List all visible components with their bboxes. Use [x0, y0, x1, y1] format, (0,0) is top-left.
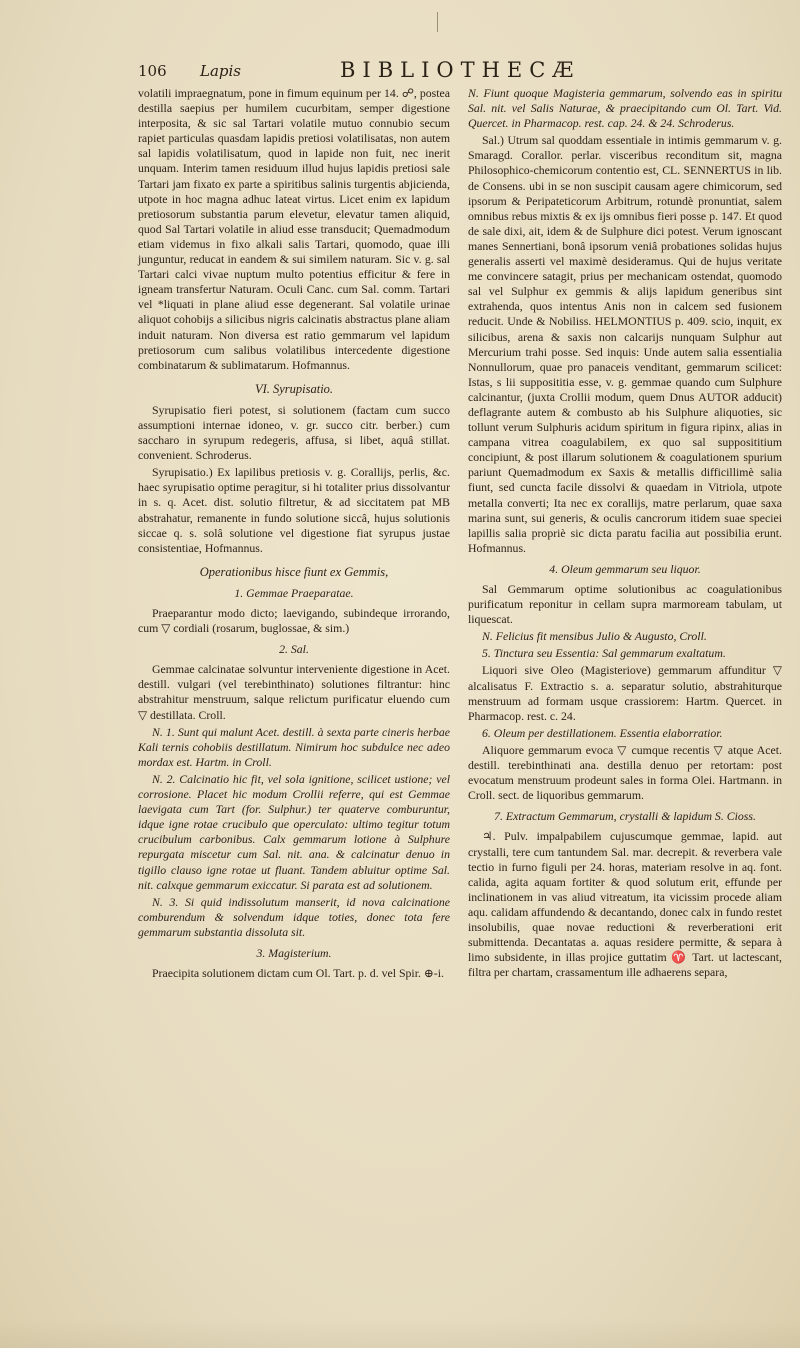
section-heading: VI. Syrupisatio.	[254, 381, 334, 396]
left-column	[138, 86, 450, 983]
note-paragraph: N. Felicius fit mensibus Julio & Augusto, Croll.	[482, 629, 707, 644]
paragraph: Praecipita solutionem dictam cum Ol. Tart. p. d. vel Spir. ⊕-i.	[152, 966, 444, 981]
subsection-heading: 1. Gemmae Praeparatae.	[234, 585, 354, 600]
paragraph: Aliquore gemmarum evoca ▽ cumque recentis ▽ atque Acet. destill. terebinthinati ana. destilla denuo per retortam: post evocatum menstruum prodeunt sales in forma Olei. Hartmann. in Croll. sect. de liquoribus gemmarum.	[468, 742, 782, 803]
paragraph: Sal Gemmarum optime solutionibus ac coagulationibus purificatum reponitur in cellam supra marmoream tabulam, ut liquescat.	[468, 582, 782, 627]
page-header	[138, 58, 780, 86]
subsection-heading: 2. Sal.	[279, 642, 309, 657]
note-paragraph: N. Fiunt quoque Magisteria gemmarum, solvendo eas in spiritu Sal. nit. vel Salis Naturae, & praecipitando cum Ol. Tart. Vid. Quercet. in Pharmacop. rest. cap. 24. & 24. Schroderus.	[468, 86, 782, 131]
note-paragraph: N. 2. Calcinatio hic fit, vel sola ignitione, scilicet ustione; vel corrosione. Placet hic modum Crollii referre, qui est Gemmae laevigata cum Tart (for. Sulphur.) ter quaterve comburuntur, idque igne rotae crucibulo que operculato: ultimo tegitur totum crucibulum carbonibus. Calx gemmarum lotione à Sulphure repurgata miscetur cum Sal. nit. ana. & calcinatur denuo in tigillo clauso igne rotae ut fluant. Tandem abluitur optime Sal. nit. calxque gemmarum exiccatur. Si parata est ad solutionem.	[138, 771, 450, 892]
note-paragraph: N. 3. Si quid indissolutum manserit, id nova calcinatione comburendum & solvendum idque toties, donec tota fere gemmarum substantia dissoluta sit.	[138, 894, 450, 939]
paragraph: Sal.) Utrum sal quoddam essentiale in intimis gemmarum v. g. Smaragd. Corallor. perlar. visceribus reconditum sit, magna Philosophico-chemicorum contentio est, CL. SENNERTUS in lib. de Consens. ubi in se non suscipit causam agere chimicorum, sed ipsorum & Peripateticorum Arbitrum, rotundè pronuntiat, salem omnibus rebus mixtis & ex ijs omnibus fieri posse p. 147. Et quod de sale dixi, ait, idem & de Sulphure dici potest. Verum ignoscant manes Sennertiani, bonâ ipsorum veniâ probationes solidas hujus generalis asserti vel maximè desideramus. Qui de hujus veritate me convincere satagit, prius per mechanicam ostendat, quomodo sal vel Sulphur ex gemmis & alijs lapidum generibus sint extrahenda, quos intentus Anis non in calcem sed fusionem reducit. Unde & Nobiliss. HELMONTIUS p. 409. scio, inquit, ex silicibus, arena & saxis non calcarijs nunquam Sulphur aut Mercurium trahi posse. Sed inquis: Unde autem salia essentialia Nonnullorum, quae pro panaceis venditant, gemmarum scilicet: Istas, s lii supposititia esse, v. g. gemmae quando cum Sulphure calcinantur, (juxta Crollii modum, quem Dnus AUTOR adducit) deflagrante autem & combusto ab his Sulphure aliquoties, sic tollunt verum Sulphuris acidum spiritum in figura ripinx, alias in campana vitrea coagulabilem, ex quo sal supposititium concipiunt, & post illarum solutionem & coagulationem spurium pariunt Quemadmodum ex Saxis & metallis difficillimè salia fiunt, sed cuncta facile dissolvi & quaedam in Vitriola, utpote metalla converti; Ita nec ex corallijs, matre perlarum, quae saxa marina sunt, sui generis, & oculis cancrorum itidem suae speciei lapillis salia propriè sic dicta paratu facilia aut possibilia erunt. Hofmannus.	[468, 133, 782, 555]
page-number: 106	[138, 62, 167, 80]
paragraph: Gemmae calcinatae solvuntur interveniente digestione in Acet. destill. vulgari (vel terebinthinato) solutiones filtrantur: hinc abstrahitur menstruum, salque relictum purificatur eluendo cum ▽ destillata. Croll.	[138, 662, 450, 722]
paragraph: volatili impraegnatum, pone in fimum equinum per 14. ☍, postea destilla saepius per humilem cucurbitam, semper digestione interposita, & sic sal Tartari volatile mutuo connubio secum rapiet particulas quasdam lapidis pretiosi volatilisatas, non autem sal lapidis volatilisatum, quod in lapide non fuit, nec inerit unquam. Interim tamen residuum illud hujus lapidis pretiosi sale Tartari jam fixato ex parte a spiritibus salinis turgentis abjicienda, utpote in hoc magna adhuc lateat virtus. Licet enim ex lapidum pretiosorum substantia parum elevetur, elevatur tamen aliquid, quod Sal Tartari volatile in aliud esse transducit; Quemadmodum etiam videmus in fixo alkali salis Tartari, quomodo, quae illi junguntur, reducat in eandem & sui similem naturam. Sic v. g. sal Tartari calci vivae nuptum multo potentius efficitur & fere in igneam transfertur Naturam. Oculi Canc. cum Sal. comm. Tartari vel *liquati in plane aliud esse degenerant. Sal volatile urinae aliquot cohobijs a silicibus nigris calcinatis abstractus plane aliam induit naturam. Non diversa est ratio gemmarum vel lapidum pretiosorum cum salibus volatilibus intercedente digestione combinatarum & sublimatarum. Hofmannus.	[138, 86, 450, 372]
subsection-heading: 7. Extractum Gemmarum, crystalli & lapidum S. Cioss.	[494, 809, 756, 824]
running-head: Lapis	[200, 62, 242, 80]
paragraph: Syrupisatio fieri potest, si solutionem (factam cum succo assumptioni internae idoneo, v. gr. succo citr. berber.) cum saccharo in syrupum redegeris, affusa, si libet, aquâ stillat. convenient. Schroderus.	[138, 402, 450, 463]
section-heading: Operationibus hisce fiunt ex Gemmis,	[199, 564, 389, 579]
page-title: BIBLIOTHECÆ	[340, 58, 581, 82]
right-column	[468, 86, 782, 982]
note-paragraph: N. 1. Sunt qui malunt Acet. destill. à sexta parte cineris herbae Kali ternis cohobiis destillatum. Nimirum hoc subdulce nec adeo mordax est. Hartm. in Croll.	[138, 724, 450, 769]
subsection-heading: 5. Tinctura seu Essentia: Sal gemmarum exaltatum.	[482, 646, 726, 661]
paragraph: Syrupisatio.) Ex lapilibus pretiosis v. g. Corallijs, perlis, &c. haec syrupisatio optime peragitur, si hi totaliter prius dissolvantur in s. q. Acet. dist. solutio filtretur, & ad siccitatem pat MB abstrahatur, remanente in fundo solutione siccâ, hujus solutionis siccae q. s. solâ solutione vel digestione fiat syrupus justae consistentiae, Hofmannus.	[138, 465, 450, 555]
subsection-heading: 6. Oleum per destillationem. Essentia elaborratior.	[482, 725, 723, 740]
margin-mark	[437, 12, 438, 32]
paragraph: Praeparantur modo dicto; laevigando, subindeque irrorando, cum ▽ cordiali (rosarum, buglossae, & sim.)	[138, 606, 450, 636]
subsection-heading: 3. Magisterium.	[256, 945, 332, 960]
paragraph: ♃. Pulv. impalpabilem cujuscumque gemmae, lapid. aut crystalli, tere cum tantundem Sal. mar. decrepit. & reverbera vale tectio in furno figuli per 24. horas, materiam resolve in aq. font. calida, agita aquam fortiter & quod solutum erit, effunde per inclinationem in vas aliud vitreatum, ita vicissim procede aliam aqu. calidam affundendo & decantando, donec calx in fundo restet insolubilis, quae novae reductioni & reverberationi erit submittenda. Decantatas a. aquas residere permitte, & separa à limo subsidente, in illas projice guttatim ♈ Tart. ut lactescant, filtra per chartam, crassamentum ille adhaerens separa,	[468, 829, 782, 980]
paragraph: Liquori sive Oleo (Magisteriove) gemmarum affunditur ▽ alcalisatus F. Extractio s. a. separatur solutio, abstrahiturque menstruum ad formam usque crassiorem: Hartm. Quercet. in Pharmacop. rest. c. 24.	[468, 663, 782, 723]
page-shadow	[0, 1318, 800, 1348]
subsection-heading: 4. Oleum gemmarum seu liquor.	[549, 561, 701, 576]
